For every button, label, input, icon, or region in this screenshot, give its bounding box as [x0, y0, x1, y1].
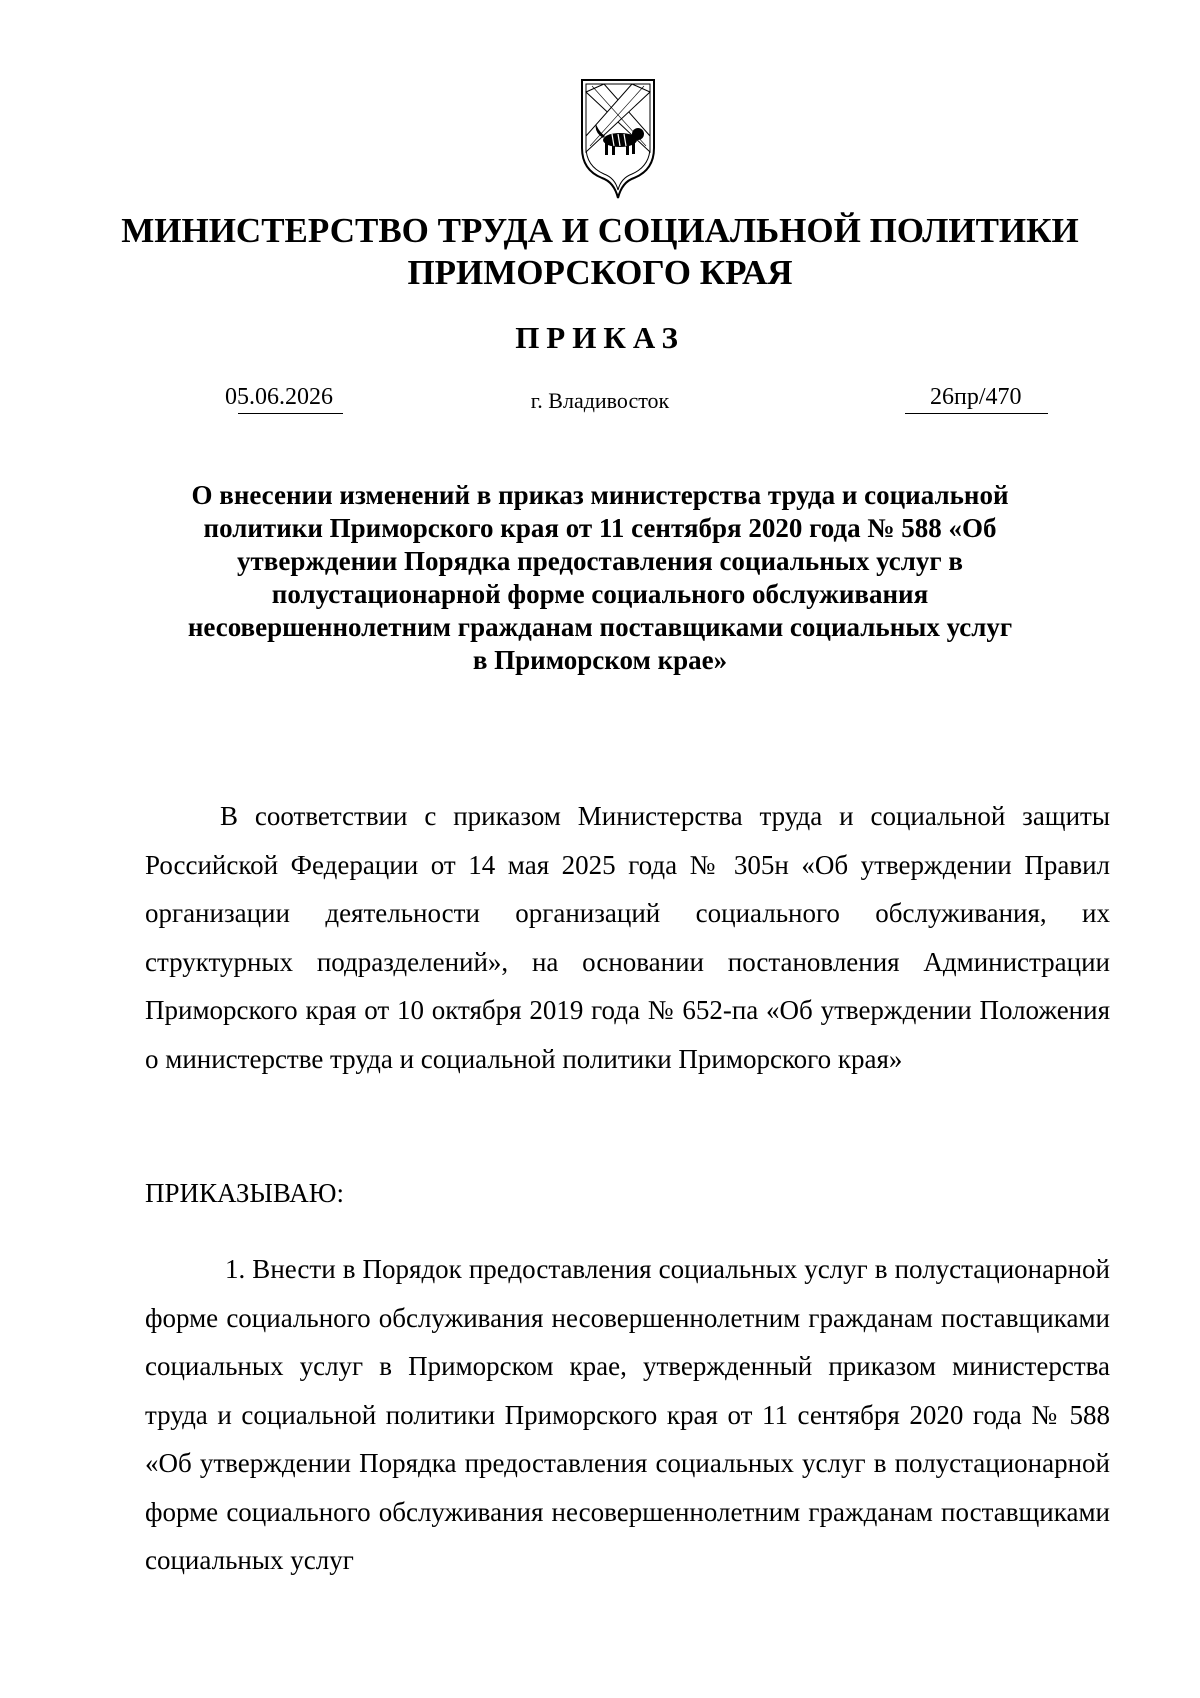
coat-of-arms-icon — [576, 74, 660, 202]
preamble-paragraph: В соответствии с приказом Министерства труда и социальной защиты Российской Федерации от 14 мая 2025 года № 305н «Об утверждении Правил организации деятельности организаций социального обслуживания, их структурных подразделений», на основании постановления Администрации Приморского края от 10 октября 2019 года № 652-па «Об утверждении Положения о министерстве труда и социальной политики Приморского края» — [145, 801, 1110, 1074]
order-item-1: 1. Внести в Порядок предоставления социальных услуг в полустационарной форме социального обслуживания несовершеннолетним гражданам поставщиками социальных услуг в Приморском крае, утвержденный приказом министерства труда и социальной политики Приморского края от 11 сентября 2020 года № 588 «Об утверждении Порядка предоставления социальных услуг в полустационарной форме социального обслуживания несовершеннолетним гражданам поставщиками социальных услуг — [145, 1254, 1110, 1575]
document-title: О внесении изменений в приказ министерства труда и социальной политики Приморского края от 11 сентября 2020 года № 588 «Об утверждении Порядка предоставления социальных услуг в полустационарной форме социального обслуживания несовершеннолетним гражданам поставщиками социальных услуг в Приморском крае» — [187, 480, 1013, 675]
number-underline — [905, 413, 1048, 414]
order-word: ПРИКАЗЫВАЮ: — [145, 1178, 344, 1208]
document-city: г. Владивосток — [530, 388, 670, 413]
date-underline — [238, 413, 343, 414]
ministry-name: МИНИСТЕРСТВО ТРУДА И СОЦИАЛЬНОЙ ПОЛИТИКИ ПРИМОРСКОГО КРАЯ — [121, 211, 1079, 292]
document-date: 05.06.2026 — [225, 384, 333, 410]
document-type: ПРИКАЗ — [515, 320, 685, 355]
document-number: 26пр/470 — [930, 384, 1022, 410]
